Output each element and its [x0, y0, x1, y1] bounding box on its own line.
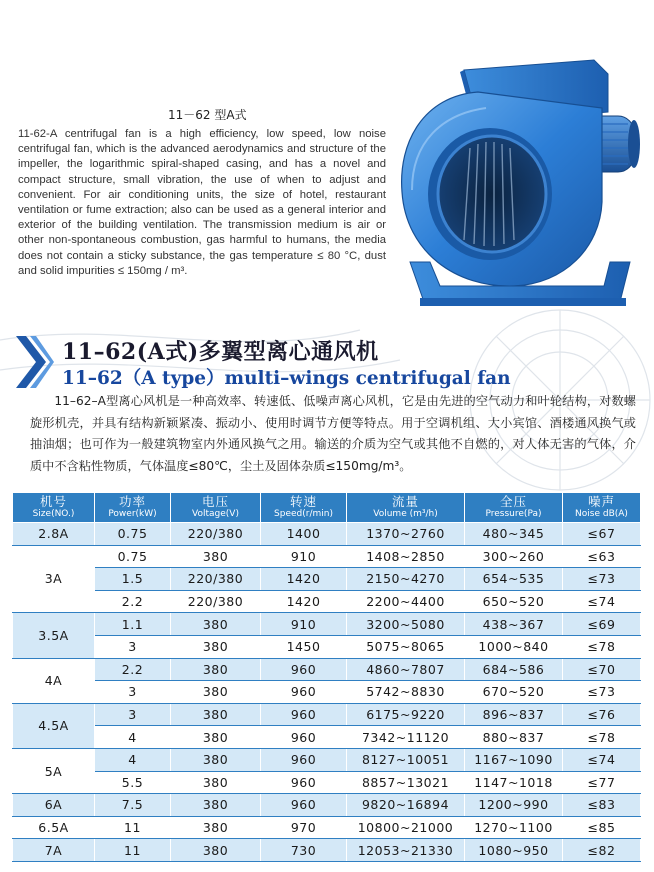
speed-cell: 1450 — [261, 635, 347, 658]
table-row — [13, 703, 641, 726]
pressure-cell: 880~837 — [465, 726, 563, 749]
table-row — [13, 681, 641, 704]
noise-cell: ≤85 — [563, 816, 641, 839]
column-header-en: Pressure(Pa) — [485, 508, 542, 519]
centrifugal-fan-illustration — [394, 52, 646, 310]
table-row — [13, 658, 641, 681]
pressure-cell: 654~535 — [465, 568, 563, 591]
column-header-pressure — [465, 493, 563, 523]
spec-table — [12, 492, 641, 862]
noise-cell: ≤69 — [563, 613, 641, 636]
speed-cell: 960 — [261, 748, 347, 771]
volume-cell: 12053~21330 — [347, 839, 465, 862]
product-heading: 11－62 型A式 — [168, 108, 247, 122]
column-header-power — [95, 493, 171, 523]
power-cell: 2.2 — [95, 590, 171, 613]
pressure-cell: 1167~1090 — [465, 748, 563, 771]
pressure-cell: 438~367 — [465, 613, 563, 636]
noise-cell: ≤74 — [563, 590, 641, 613]
table-row — [13, 816, 641, 839]
power-cell: 11 — [95, 839, 171, 862]
table-row — [13, 590, 641, 613]
pressure-cell: 896~837 — [465, 703, 563, 726]
column-header-cn: 功率 — [118, 493, 146, 509]
noise-cell: ≤78 — [563, 635, 641, 658]
title-english: 11–62（A type）multi–wings centrifugal fan — [62, 368, 511, 389]
noise-cell: ≤73 — [563, 681, 641, 704]
size-cell: 3A — [13, 545, 95, 613]
title-chinese: 11–62(A式)多翼型离心通风机 — [62, 339, 379, 365]
voltage-cell: 380 — [171, 839, 261, 862]
voltage-cell: 380 — [171, 816, 261, 839]
size-cell: 4.5A — [13, 703, 95, 748]
voltage-cell: 380 — [171, 613, 261, 636]
column-header-en: Power(kW) — [108, 508, 157, 519]
power-cell: 7.5 — [95, 794, 171, 817]
column-header-cn: 机号 — [39, 493, 67, 509]
speed-cell: 910 — [261, 613, 347, 636]
speed-cell: 960 — [261, 681, 347, 704]
power-cell: 11 — [95, 816, 171, 839]
volume-cell: 8857~13021 — [347, 771, 465, 794]
column-header-size — [13, 493, 95, 523]
spec-table-header — [13, 493, 641, 523]
voltage-cell: 380 — [171, 681, 261, 704]
column-header-voltage — [171, 493, 261, 523]
speed-cell: 730 — [261, 839, 347, 862]
power-cell: 0.75 — [95, 523, 171, 546]
table-row — [13, 839, 641, 862]
volume-cell: 1408~2850 — [347, 545, 465, 568]
power-cell: 4 — [95, 726, 171, 749]
table-row — [13, 545, 641, 568]
speed-cell: 960 — [261, 658, 347, 681]
speed-cell: 960 — [261, 703, 347, 726]
speed-cell: 970 — [261, 816, 347, 839]
power-cell: 3 — [95, 681, 171, 704]
voltage-cell: 220/380 — [171, 590, 261, 613]
volume-cell: 1370~2760 — [347, 523, 465, 546]
noise-cell: ≤76 — [563, 703, 641, 726]
intro-english: 11-62-A centrifugal fan is a high efficiency, low speed, low noise centrifugal fan, which is the advanced aerodynamics and structure of the impeller, the logarithmic spiral-shaped casing, and has a novel and compact structure, small vibration, the use of when to adjust and convenient. For air conditioning units, the size of hotel, restaurant ventilation or fume extraction; also can be used as a general interior and exterior of the building ventilation. The transmission medium is air or other non-spontaneous combustion, gas harmful to humans, the media does not contain a sticky substance, the gas temperature ≤ 80 °C, dust and solid impurities ≤ 150mg / m³. — [18, 128, 386, 277]
table-row — [13, 794, 641, 817]
pressure-cell: 480~345 — [465, 523, 563, 546]
pressure-cell: 300~260 — [465, 545, 563, 568]
spec-table-body — [13, 523, 641, 862]
volume-cell: 3200~5080 — [347, 613, 465, 636]
pressure-cell: 1147~1018 — [465, 771, 563, 794]
volume-cell: 4860~7807 — [347, 658, 465, 681]
column-header-noise — [563, 493, 641, 523]
table-row — [13, 523, 641, 546]
column-header-cn: 全压 — [499, 493, 527, 509]
table-row — [13, 748, 641, 771]
voltage-cell: 380 — [171, 635, 261, 658]
size-cell: 2.8A — [13, 523, 95, 546]
intro-chinese: 11–62–A型离心风机是一种高效率、转速低、低噪声离心风机，它是由先进的空气动力和叶轮结构，对数螺旋形机壳，并具有结构新颖紧凑、振动小、使用时调节方便等特点。用于空调机组、大小宾馆、酒楼通风换气或抽油烟；也可作为一般建筑物室内外通风换气之用。输送的介质为空气或其他不自燃的，对人体无害的气体，介质中不含粘性物质，气体温度≤80℃，尘土及固体杂质≤150mg/m³。 — [30, 394, 636, 473]
size-cell: 5A — [13, 748, 95, 793]
column-header-cn: 流量 — [391, 493, 419, 509]
voltage-cell: 380 — [171, 726, 261, 749]
noise-cell: ≤74 — [563, 748, 641, 771]
column-header-en: Voltage(V) — [192, 508, 239, 519]
table-row — [13, 771, 641, 794]
speed-cell: 1400 — [261, 523, 347, 546]
power-cell: 2.2 — [95, 658, 171, 681]
pressure-cell: 684~586 — [465, 658, 563, 681]
volume-cell: 2150~4270 — [347, 568, 465, 591]
pressure-cell: 670~520 — [465, 681, 563, 704]
column-header-en: Speed(r/min) — [274, 508, 333, 519]
power-cell: 4 — [95, 748, 171, 771]
size-cell: 7A — [13, 839, 95, 862]
voltage-cell: 380 — [171, 703, 261, 726]
speed-cell: 960 — [261, 794, 347, 817]
noise-cell: ≤82 — [563, 839, 641, 862]
table-row — [13, 635, 641, 658]
volume-cell: 2200~4400 — [347, 590, 465, 613]
noise-cell: ≤77 — [563, 771, 641, 794]
noise-cell: ≤63 — [563, 545, 641, 568]
volume-cell: 9820~16894 — [347, 794, 465, 817]
voltage-cell: 380 — [171, 748, 261, 771]
noise-cell: ≤83 — [563, 794, 641, 817]
table-row — [13, 613, 641, 636]
volume-cell: 5075~8065 — [347, 635, 465, 658]
size-cell: 3.5A — [13, 613, 95, 658]
column-header-en: Size(NO.) — [32, 508, 75, 519]
pressure-cell: 1000~840 — [465, 635, 563, 658]
power-cell: 0.75 — [95, 545, 171, 568]
volume-cell: 10800~21000 — [347, 816, 465, 839]
size-cell: 6A — [13, 794, 95, 817]
column-header-speed — [261, 493, 347, 523]
volume-cell: 5742~8830 — [347, 681, 465, 704]
speed-cell: 1420 — [261, 590, 347, 613]
column-header-volume — [347, 493, 465, 523]
speed-cell: 960 — [261, 726, 347, 749]
volume-cell: 8127~10051 — [347, 748, 465, 771]
noise-cell: ≤70 — [563, 658, 641, 681]
power-cell: 1.1 — [95, 613, 171, 636]
table-row — [13, 568, 641, 591]
speed-cell: 910 — [261, 545, 347, 568]
noise-cell: ≤78 — [563, 726, 641, 749]
pressure-cell: 1200~990 — [465, 794, 563, 817]
pressure-cell: 1080~950 — [465, 839, 563, 862]
noise-cell: ≤73 — [563, 568, 641, 591]
voltage-cell: 220/380 — [171, 568, 261, 591]
volume-cell: 7342~11120 — [347, 726, 465, 749]
column-header-en: Volume (m³/h) — [373, 508, 438, 519]
size-cell: 4A — [13, 658, 95, 703]
voltage-cell: 380 — [171, 771, 261, 794]
voltage-cell: 380 — [171, 545, 261, 568]
table-row — [13, 726, 641, 749]
column-header-cn: 转速 — [289, 493, 317, 509]
speed-cell: 1420 — [261, 568, 347, 591]
size-cell: 6.5A — [13, 816, 95, 839]
banner-chevron-icon — [16, 336, 54, 388]
power-cell: 3 — [95, 635, 171, 658]
voltage-cell: 380 — [171, 794, 261, 817]
noise-cell: ≤67 — [563, 523, 641, 546]
pressure-cell: 650~520 — [465, 590, 563, 613]
pressure-cell: 1270~1100 — [465, 816, 563, 839]
column-header-cn: 电压 — [201, 493, 229, 509]
voltage-cell: 380 — [171, 658, 261, 681]
volume-cell: 6175~9220 — [347, 703, 465, 726]
power-cell: 5.5 — [95, 771, 171, 794]
power-cell: 3 — [95, 703, 171, 726]
speed-cell: 960 — [261, 771, 347, 794]
column-header-cn: 噪声 — [587, 493, 615, 509]
power-cell: 1.5 — [95, 568, 171, 591]
column-header-en: Noise dB(A) — [575, 508, 628, 519]
voltage-cell: 220/380 — [171, 523, 261, 546]
